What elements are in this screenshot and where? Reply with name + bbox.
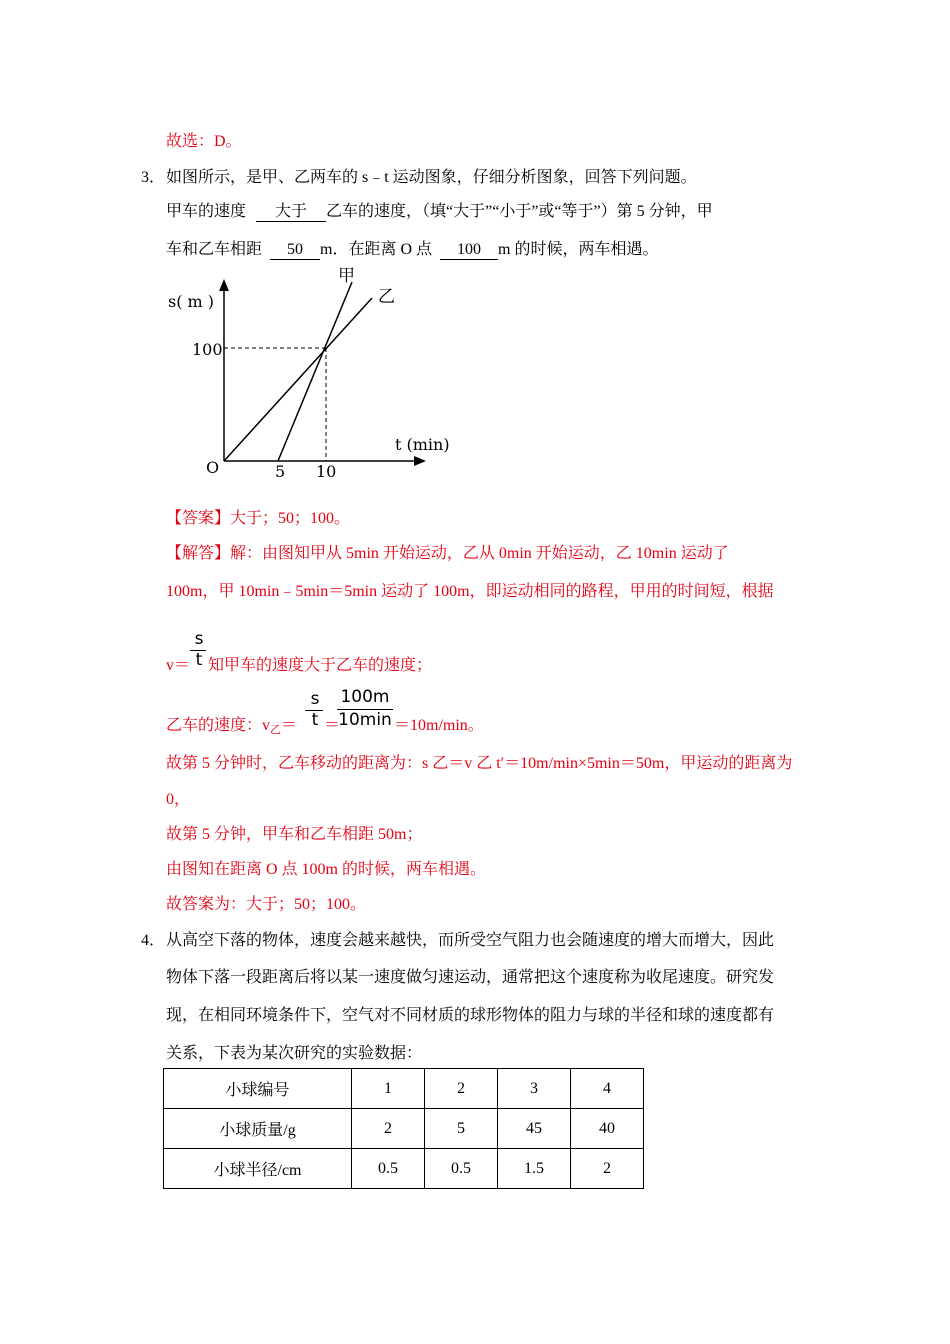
table-cell: 0.5 <box>425 1149 498 1189</box>
solution-text-1: 解：由图知甲从 5min 开始运动，乙从 0min 开始运动，乙 10min 运动了 <box>230 545 729 562</box>
q4-line-4: 关系，下表为某次研究的实验数据： <box>166 1045 423 1062</box>
x-axis-label: t (min) <box>395 435 450 454</box>
eq-sign-1: ＝ <box>281 717 298 734</box>
eq-sign-2: ＝ <box>324 717 341 734</box>
st-graph <box>160 265 470 485</box>
fraction2-denominator: t <box>311 710 319 730</box>
previous-answer: 故选：D。 <box>166 133 242 150</box>
q4-line-1: 从高空下落的物体，速度会越来越快，而所受空气阻力也会随速度的增大而增大，因此 <box>166 932 775 949</box>
table-cell: 40 <box>571 1109 644 1149</box>
answer-text: 大于；50；100。 <box>230 510 351 527</box>
solution-line-1 <box>166 540 729 563</box>
fraction3-denominator: 10min <box>338 710 392 730</box>
q3-line3 <box>166 236 658 260</box>
table-cell: 0.5 <box>352 1149 425 1189</box>
solution-line-7: 由图知在距离 O 点 100m 的时候，两车相遇。 <box>166 861 487 878</box>
solution-line-8: 故答案为：大于；50；100。 <box>166 896 367 913</box>
fraction2-numerator: s <box>310 689 320 709</box>
q3-line3-suffix: m 的时候，两车相遇。 <box>498 241 659 258</box>
experiment-table <box>163 1068 644 1189</box>
y-axis-arrow <box>219 279 229 291</box>
solution-line-4-a <box>166 712 297 737</box>
table-cell: 5 <box>425 1109 498 1149</box>
solution-line-4-result: ＝10m/min。 <box>394 717 484 734</box>
table-cell: 4 <box>571 1069 644 1109</box>
table-cell: 小球质量/g <box>164 1109 352 1149</box>
q4-line-2: 物体下落一段距离后将以某一速度做匀速运动，通常把这个速度称为收尾速度。研究发 <box>166 969 775 986</box>
q4-number: 4． <box>141 932 166 949</box>
table-cell: 小球编号 <box>164 1069 352 1109</box>
q3-line3-prefix: 车和乙车相距 <box>166 241 263 258</box>
q3-line3-middle: m．在距离 O 点 <box>320 241 433 258</box>
table-cell: 45 <box>498 1109 571 1149</box>
table-cell: 2 <box>571 1149 644 1189</box>
origin-label: O <box>206 458 220 477</box>
y-axis-label: s( m ) <box>168 292 215 311</box>
x-axis-arrow <box>414 456 426 466</box>
q3-line2-suffix: 乙车的速度，（填“大于”“小于”或“等于”）第 5 分钟，甲 <box>326 203 713 220</box>
solution-line-3-text: 知甲车的速度大于乙车的速度； <box>208 657 433 674</box>
label-yi: 乙 <box>378 287 395 307</box>
table-row <box>164 1069 644 1109</box>
q4-line-3: 现，在相同环境条件下，空气对不同材质的球形物体的阻力与球的半径和球的速度都有 <box>166 1007 775 1024</box>
fraction-s-numerator: s <box>194 629 204 649</box>
q3-line2 <box>166 198 713 222</box>
fraction3-numerator: 100m <box>340 687 390 707</box>
q3-number: 3． <box>141 169 166 186</box>
q3-stem: 如图所示，是甲、乙两车的 s﹣t 运动图象，仔细分析图象，回答下列问题。 <box>166 169 697 186</box>
x-tick-5: 5 <box>275 462 286 481</box>
y-tick-100: 100 <box>192 340 223 359</box>
line-jia <box>278 282 352 461</box>
answer-tag: 【答案】 <box>166 510 231 527</box>
table-cell: 2 <box>425 1069 498 1109</box>
table-row <box>164 1109 644 1149</box>
answer-line <box>166 505 350 528</box>
fraction-t-denominator: t <box>195 650 203 670</box>
solution-line-6: 故第 5 分钟，甲车和乙车相距 50m； <box>166 826 423 843</box>
solution-line-2: 100m，甲 10min﹣5min＝5min 运动了 100m，即运动相同的路程，甲用的时间短，根据 <box>166 583 774 600</box>
blank-2: 50 <box>270 241 320 260</box>
label-jia: 甲 <box>338 266 355 286</box>
solution-line-5: 故第 5 分钟时，乙车移动的距离为：s 乙＝v 乙 t′＝10m/min×5min＝50m，甲运动的距离为 <box>166 755 793 772</box>
solution-line-5b: 0， <box>166 791 191 808</box>
solution-line-3-v: v＝ <box>166 657 191 674</box>
x-tick-10: 10 <box>316 462 337 481</box>
solution-line-4-prefix: 乙车的速度：v <box>166 717 271 734</box>
table-cell: 小球半径/cm <box>164 1149 352 1189</box>
subscript-yi: 乙 <box>270 724 282 736</box>
table-cell: 2 <box>352 1109 425 1149</box>
table-cell: 1.5 <box>498 1149 571 1189</box>
table-cell: 1 <box>352 1069 425 1109</box>
table-cell: 3 <box>498 1069 571 1109</box>
table-row <box>164 1149 644 1189</box>
q3-line2-prefix: 甲车的速度 <box>166 203 247 220</box>
solution-tag: 【解答】 <box>166 545 231 562</box>
line-yi <box>224 298 372 461</box>
blank-1: 大于 <box>256 203 326 222</box>
blank-3: 100 <box>440 241 498 260</box>
